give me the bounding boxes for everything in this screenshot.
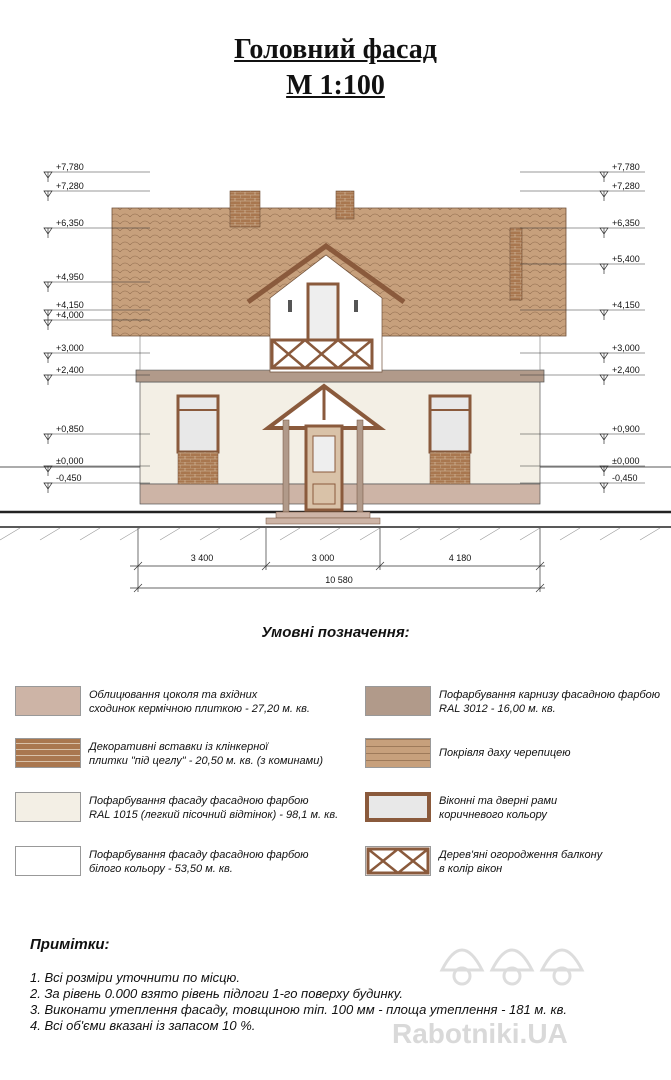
note-item: 1. Всі розміри уточнити по місцю. [30, 970, 240, 985]
level-marker-icon [44, 320, 52, 330]
note-item: 3. Виконати утеплення фасаду, товщиною тіп. 100 мм - площа утеплення - 181 м. кв. [30, 1002, 567, 1017]
legend-item-facade-white: Пофарбування фасаду фасадною фарбою білого кольору - 53,50 м. кв. [15, 846, 335, 882]
main-facade-drawing [0, 150, 671, 600]
level-marker-icon [600, 353, 608, 363]
level-label: +3,000 [612, 343, 640, 353]
wall-lamp-left [288, 300, 292, 312]
level-marker-icon [600, 310, 608, 320]
swatch-eave [365, 686, 431, 716]
level-label: ±0,000 [612, 456, 640, 466]
level-label: +4,150 [56, 300, 84, 310]
level-marker-icon [600, 228, 608, 238]
level-label: +4,000 [56, 310, 84, 320]
level-label: +4,950 [56, 272, 84, 282]
ground-hatching [0, 528, 660, 540]
level-label: +2,400 [56, 365, 84, 375]
level-label: ±0,000 [56, 456, 84, 466]
level-marker-icon [44, 483, 52, 493]
balcony-door [308, 284, 338, 340]
level-marker-icon [44, 282, 52, 292]
level-marker-icon [44, 466, 52, 476]
legend-item-brick: Декоративні вставки із клінкерної плитки "під цеглу" - 20,50 м. кв. (з коминами) [15, 738, 335, 774]
level-label: -0,450 [56, 473, 82, 483]
level-label: +4,150 [612, 300, 640, 310]
level-marker-icon [600, 191, 608, 201]
chimney-left [230, 191, 260, 227]
level-marker-icon [44, 310, 52, 320]
chimney-mid [336, 191, 354, 219]
level-marker-icon [600, 466, 608, 476]
swatch-roof [365, 738, 431, 768]
swatch-brick [15, 738, 81, 768]
level-label: +6,350 [56, 218, 84, 228]
level-label: +7,280 [56, 181, 84, 191]
swatch-frames [365, 792, 431, 822]
note-item: 2. За рівень 0.000 взято рівень підлоги 1-го поверху будинку. [30, 986, 404, 1001]
level-label: +7,780 [612, 162, 640, 172]
legend-item-frames: Віконні та дверні рами коричневого кольору [365, 792, 671, 828]
window-left [178, 396, 218, 484]
swatch-facade-sand [15, 792, 81, 822]
dim-total: 10 580 [325, 575, 353, 585]
note-item: 4. Всі об'єми вказані із запасом 10 %. [30, 1018, 256, 1033]
window-right [430, 396, 470, 484]
legend-item-eave: Пофарбування карнизу фасадною фарбою RAL 3012 - 16,00 м. кв. [365, 686, 671, 722]
level-marker-icon [44, 228, 52, 238]
level-marker-icon [600, 264, 608, 274]
drawing-scale: М 1:100 [286, 70, 385, 101]
level-marker-icon [600, 434, 608, 444]
level-label: +7,780 [56, 162, 84, 172]
level-label: +0,900 [612, 424, 640, 434]
legend-item-plinth: Облицювання цоколя та вхідних сходинок кермічною плиткою - 27,20 м. кв. [15, 686, 335, 722]
level-label: +3,000 [56, 343, 84, 353]
dim-seg2: 3 000 [311, 553, 335, 563]
notes-title: Примітки: [30, 936, 110, 953]
level-marker-icon [600, 172, 608, 182]
level-label: +5,400 [612, 254, 640, 264]
legend-title: Умовні позначення: [261, 624, 410, 641]
level-marker-icon [44, 191, 52, 201]
level-marker-icon [44, 434, 52, 444]
watermark-text: Rabotniki.UA [392, 1018, 568, 1049]
wall-lamp-right [354, 300, 358, 312]
level-label: +2,400 [612, 365, 640, 375]
level-label: +0,850 [56, 424, 84, 434]
drawing-title: Головний фасад [234, 34, 437, 65]
watermark-logo [432, 930, 592, 990]
level-label: -0,450 [612, 473, 638, 483]
level-marker-icon [44, 375, 52, 385]
level-marker-icon [44, 353, 52, 363]
dim-seg3: 4 180 [448, 553, 472, 563]
level-label: +6,350 [612, 218, 640, 228]
level-label: +7,280 [612, 181, 640, 191]
dim-seg1: 3 400 [190, 553, 214, 563]
swatch-railing [365, 846, 431, 876]
legend-item-roof: Покрівля даху черепицею [365, 738, 671, 774]
level-marker-icon [600, 375, 608, 385]
swatch-plinth [15, 686, 81, 716]
legend-item-facade-sand: Пофарбування фасаду фасадною фарбою RAL 1015 (легкий пісочний відтінок) - 98,1 м. кв. [15, 792, 335, 828]
level-marker-icon [600, 483, 608, 493]
swatch-facade-white [15, 846, 81, 876]
level-marker-icon [44, 172, 52, 182]
legend-item-railing: Дерев'яні огородження балкону в колір вікон [365, 846, 671, 882]
